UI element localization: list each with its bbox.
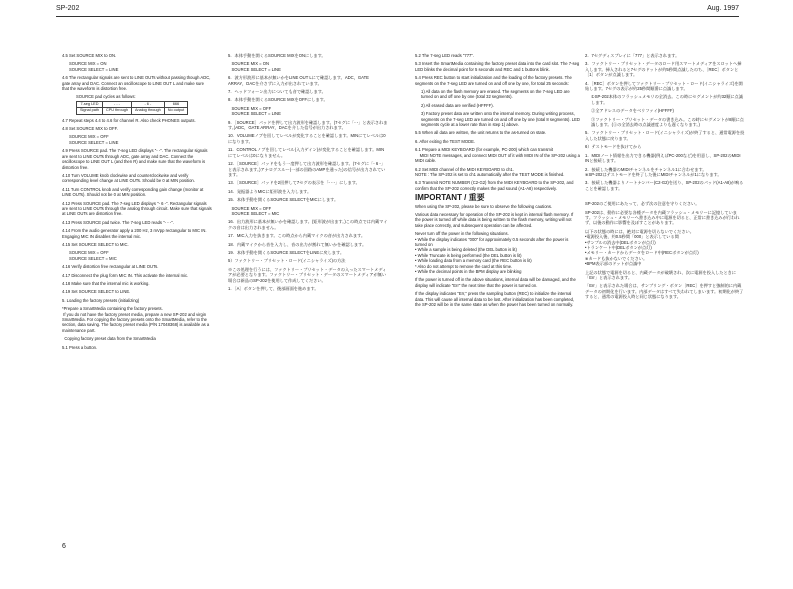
jp-step: 2．7セグディスプレイに「777」と表示されます。	[585, 53, 680, 58]
jp-step: 5．本体手動を開くるSOURCE MIXをONにします。	[228, 53, 326, 58]
jp-note: ※この処理を行うには、ファクトリー・プリセット・データの入ったスマートメディアが必要となります。ファクトリー・プリセット・データのスマートメディアが無い場合は新品のSP-202を使用して作成してください。	[228, 266, 387, 283]
step-4-16: 4.16 Verify distortion free rectangular at LINE OUTs.	[62, 264, 159, 270]
table-cell: 666	[164, 101, 187, 107]
caution-body: Various data necessary for operation of the SP-202 is kept in internal flash memory. If the power is turned off while data is being written to the flash memory, writing will not take place correctly, and subsequent operation can be affected.	[415, 211, 575, 228]
jp-step: 5．ファクトリー・プリセット・ロード(イニシャライズ)が終了すると、通常電源を投入した状態に戻ります。	[585, 130, 745, 141]
table-cell: - - -	[103, 101, 132, 107]
step-4-15: 4.15 Set SOURCE SELECT to MIC.	[62, 241, 129, 247]
step-4-14: 4.14 From the audio generator apply a 200 Hz, 3 mVpp rectangular to MIC IN. Engaging MIC IN disables the internal mic.	[62, 228, 208, 239]
setting-block: SOURCE MIX = OFF SOURCE SELECT = LINE	[231, 105, 281, 117]
header-model: SP-202	[56, 5, 80, 12]
jp-step: 12．［SOURCE］パッドをもう一度押して出力波形を確認します。(7セグに「- 6 -」と表示されます。)アナログスルー(一部の回路のAMPを通った)の信号が出力されています。	[228, 161, 386, 177]
step-5-5: 5.5 When all data are written, the unit returns to the as-turned on state.	[415, 130, 547, 136]
table-cell: Analog through	[131, 108, 164, 114]
jp-substep: ①SP-202本体のフラッシュメモリの全消去。この時にセグメントが約32順に点滅します。	[591, 94, 743, 105]
step-5-1: 5.1 Press a button.	[62, 344, 98, 350]
substep-2: 2) All erased data are verified (HFFFF).	[421, 102, 494, 108]
jp-step: 3．接続した機器よりノートナンバー(C2-G2)を送り、SP-202のパッド(A1-A8)が鳴ることを確認します。	[585, 180, 744, 191]
japanese-column-right	[585, 53, 745, 303]
jp-caution-list: 以下の状態の時には、絶対に電源を切らないでください。 •電源投入後、約0.5秒間「000」と表示している間 •サンプルの消去中(DELボタンが点灯) •トランケート中(DELボタンが点灯) •メモリー・カードからデータをロード中(RECボタンが点灯) ※カードも抜かないでください。 •BPM表示部のドットが点滅中	[585, 228, 699, 267]
jp-substep: ②全アドレスのデータをベリファイ(HFFFF)	[591, 108, 674, 114]
jp-step: 7．ヘッドフォーン出力についても音で確認します。	[228, 89, 326, 95]
substep-3: 3) Factory preset data are written onto the internal memory. During writing process, segments on the 7-seg LED are turned on and off one by one (total 8 segments). LED segments cycle at a lower rate than in step 1) above.	[421, 111, 582, 128]
step-5-2: 5.2 The 7-seg LED reads "777".	[415, 53, 474, 58]
jp-step: 16．出力波形に基本が無いかを確認します。(矩形波が出ます。)この時点では内蔵マイクの音は出力されません。	[228, 219, 388, 230]
jp-step: 18．内蔵マイクから音を入力し、音の出力が割れて無いかを確認します。	[228, 241, 367, 247]
subheading: Copying factory preset data from the SmartMedia	[62, 336, 156, 342]
step-4-17: 4.17 Disconnect the plug form MIC IN. This activate the internal mic.	[62, 272, 189, 278]
header-date: Aug. 1997	[707, 5, 739, 12]
step-4-10: 4.10 Turn VOLUME knob clockwise and counterclockwise and verify corresponding level change at LINE OUTs. Should be 0 at MIN position.	[62, 172, 195, 184]
page-number: 6	[62, 543, 66, 550]
table-cell: No output	[164, 108, 187, 114]
step-4-5: 4.5 Set SOURCE MIX to ON.	[62, 53, 117, 58]
jp-step: 1．［A］ボタンを押して、後部画面を進めます。	[228, 286, 319, 291]
step-5-4: 5.4 Press REC button to start initialization and the loading of the factory presets. The segments on the 7-seg LED are turned on and off one by one, for total 25 seconds:	[415, 75, 573, 86]
step-4-8: 4.8 Set SOURCE MIX to OFF.	[62, 126, 118, 132]
jp-step: 6．波方形波形に基本が無いかをLINE OUT Lにて確認します。ADC，GATE ARRAY，DACを介さずに入力が出されています。	[228, 75, 370, 86]
setting-block: SOURCE MIX = OFF SOURCE SELECT = LINE	[68, 134, 119, 145]
step-5-3: 5.3 Insert the SmartMedia containing the factory preset data into the card slot. The 7-seg LED blinks the decimal point for 5 seconds and REC and 1 buttons blink.	[415, 61, 581, 72]
jp-section-heading: 6）テストモードを抜けてから	[585, 144, 642, 150]
setting-block: SOURCE MIX = OFF SOURCE SELECT = MIC	[231, 205, 280, 216]
jp-substep: ③ファクトリー・プリセット・データの書き込み。この時にセグメントが8順に点滅します。(①の全消去時の点滅速度よりも遅くなります。)	[591, 116, 744, 128]
jp-step: 17．MIC入力を抜きます。この時点から内蔵マイクの音が出力されます。	[228, 233, 366, 239]
jp-step: 15．本体手動を開くるSOURCE SELECTをMICにします。	[228, 197, 339, 203]
setting-block: SOURCE MIX = OFF SOURCE SELECT = MIC	[68, 250, 117, 261]
caution-init: If the display indicates "Err," press the sampling button (REC) to initialize the internal data. This will cause all internal data to be lost. After initialization has been completed, the SP-202 will be in the same state as when the power has been turned on normally.	[415, 291, 576, 308]
step-4-19: 4.19 Set SOURCE SELECT to LINE.	[62, 289, 131, 295]
jp-caution: 上記の状態で電源を切ると、内蔵データが破壊され、次に電源を投入したときに「Err」と表示されます。	[585, 269, 737, 280]
setting-block: SOURCE MIX = ON SOURCE SELECT = LINE	[231, 61, 281, 72]
jp-step: 2．接続した機器のMIDIチャンネルをチャンネル1に合わせます。 ※SP-202はテストモードを終了した後にMIDIチャンネルが1になります。	[585, 166, 722, 177]
step-4-18: 4.18 Make sure that the internal mic is working.	[62, 281, 150, 286]
step-6-1: 6.1 Prepare a MIDI KEYBOARD (for example, PC-200) which can transmit MIDI NOTE messages, and connect MIDI OUT of it with MIDI IN of the SP-202 using a MIDI cable.	[415, 147, 580, 164]
jp-step: 14．発振器よりMICに矩形波を入力します。	[228, 188, 312, 194]
step-6-2: 6.2 Set MIDI channel of the MIDI KEYBOARD to ch1. NOTE : The SP-202 is set to ch1 automatically after the TEST MODE is finished.	[415, 166, 565, 177]
step-4-12: 4.12 Press SOURCE pad. The 7-seg LED displays "- 6 -". Rectangular signals are sent to LINE OUTs through the analog through circuit. Make sure that signals at LINE OUTs are distortion free.	[62, 200, 213, 217]
preset-note: *Prepare a SmartMedia containing the factory presets. If you do not have the factory preset media, prepare a new SP-202 and virgin SmartMedia. For copying the factory presets onto the SmartMedia, refer to the section, data saving. The factory preset media (P/N 17048368) is available as a maintenance part.	[62, 306, 210, 333]
caution-err: If the power is turned off in the above situations, internal data will be damaged, and the display will indicate "Err" the next time that the power is turned on.	[415, 277, 577, 288]
japanese-column-left	[228, 53, 388, 294]
jp-step: 8．本体手動を開くるSOURCE MIXをOFFにします。	[228, 97, 328, 103]
jp-step: 10．VOLUMEノブを回してレベルが変化することを確認します。MINにてレベルは0になります。	[228, 133, 386, 144]
step-4-7: 4.7 Repeat steps 4.4 to 4.6 for channel R. Also check PHONES outputs.	[62, 117, 196, 123]
jp-step: 3．ファクトリー・プリセット・データのロード用スマートメディアをスロットへ挿入します。挿入されると7セグのドットが約5秒間点滅したのち、［REC］ボタンと［1］ボタンが点滅します。	[585, 61, 742, 78]
table-cell: CPU through	[103, 108, 132, 114]
jp-step: 11．CONTROLノブを回してレベル(入力ゲイン)が変化することを確認します。MINにてレベルは0になりません。	[228, 147, 385, 158]
caution-list: Never turn off the power in the following situations. • While the display indicates "000" for approximately 0.5 seconds after the power is turned on • While a sample is being deleted (the DEL button is lit) • While Truncate is being performed (the DEL button is lit) • While loading data from a memory card (the REC button is lit) * Also do not attempt to remove the card at this time. • While the decimal points in the BPM display are blinking	[415, 231, 569, 274]
table-cell: Signal path	[77, 108, 103, 114]
jp-step: 19．本体手動を開くるSOURCE SELECTをLINEに戻します。	[228, 249, 345, 255]
important-heading: IMPORTANT / 重要	[415, 193, 485, 203]
step-6-3: 6.3 Transmit NOTE NUMBER (C2-G2) from the MIDI KEYBOARD to the SP-202, and confirm that the SP-202 correctly makes the pad sound (A1-A8) respectively.	[415, 180, 575, 191]
jp-caution: SP-202のご使用にあたって、必ず次の注意を守りください。	[585, 201, 700, 207]
jp-step: 9．［SOURCE］パッドを押して出力波形を確認します。(7セグに「- -」と表示されます。)ADC，GATE ARRAY，DACを介した信号が出力されます。	[228, 119, 388, 131]
sig-table-caption: SOURCE pad cycles as follows:	[76, 94, 136, 100]
substep-1: 1) All data on the flash memory are erased. The segments on the 7-seg LED are turned on and off one by one (total 32 segments).	[421, 89, 571, 100]
jp-caution: SP-202は、動作に必要な各種データを内蔵フラッシュ・メモリーに記憶しています。フラッシュ・メモリーへ書き込み中に電源を切ると、正常に書き込みが行われず、以後の動作に影響を及ぼすことがあります。	[585, 209, 740, 226]
step-4-11: 4.11 Turn CONTROL knob and verify corresponding gain change (monitor at LINE OUTs). Should not be 0 at MIN position.	[62, 186, 205, 198]
setting-block: SOURCE MIX = ON SOURCE SELECT = LINE	[68, 61, 119, 72]
jp-caution: 「Err」と表示された場合は、サンプリング・ボタン［REC］を押すと強制的に内蔵データの初期化を行います。内部データはすべて失われてしまいます。初期化が終了すると、通常の電源投入時と同じ状態になります。	[585, 283, 744, 300]
table-cell: - 6 -	[131, 101, 164, 107]
source-pad-table	[76, 101, 188, 115]
jp-section-heading: 5）ファクトリー・プリセット・ロード(イニシャライズ)の方法	[228, 258, 346, 264]
header-rule	[56, 16, 739, 17]
step-4-6: 4.6 The rectangular signals are sent to LINE OUTs without passing though ADC, gate array and DAC. Connect an oscilloscope to LINE OUT L and make sure that the waveform is distortion free.	[62, 75, 212, 92]
english-column-left	[62, 53, 212, 353]
table-cell: 7-seg LED	[77, 101, 103, 107]
jp-step: 4．［REC］ボタンを押してファクトリー・プリセット・ロード(イニシャライズ)を開始します。7セグの表示が約25秒間順番に点滅します。	[585, 80, 743, 92]
caution-intro: When using the SP-202, please be sure to observe the following cautions.	[415, 203, 553, 209]
section-heading: 6. After exiting the TEST MODE.	[415, 138, 476, 144]
section-heading: 5. Loading the factory presets (initializing)	[62, 297, 140, 303]
english-column-right	[415, 53, 580, 310]
step-4-9: 4.9 Press SOURCE pad. The 7-seg LED displays "- -". The rectangular signals are sent to LINE OUTs through ADC, gate array and DAC. Connect the oscilloscope to LINE OUT L (and then R) and make sure that the waveform is distortion free.	[62, 148, 209, 170]
jp-step: 13．［SOURCE］パッドを2回押して7セグの表示を「- - -」にします。	[228, 180, 360, 186]
jp-step: 1．MIDIノート情報を出力できる機器(例えばPC-200など)を用意し、SP-202のMIDI INと接続します。	[585, 152, 742, 164]
step-4-13: 4.13 Press SOURCE pad twice. The 7-seg LED reads "- - -".	[62, 219, 174, 225]
